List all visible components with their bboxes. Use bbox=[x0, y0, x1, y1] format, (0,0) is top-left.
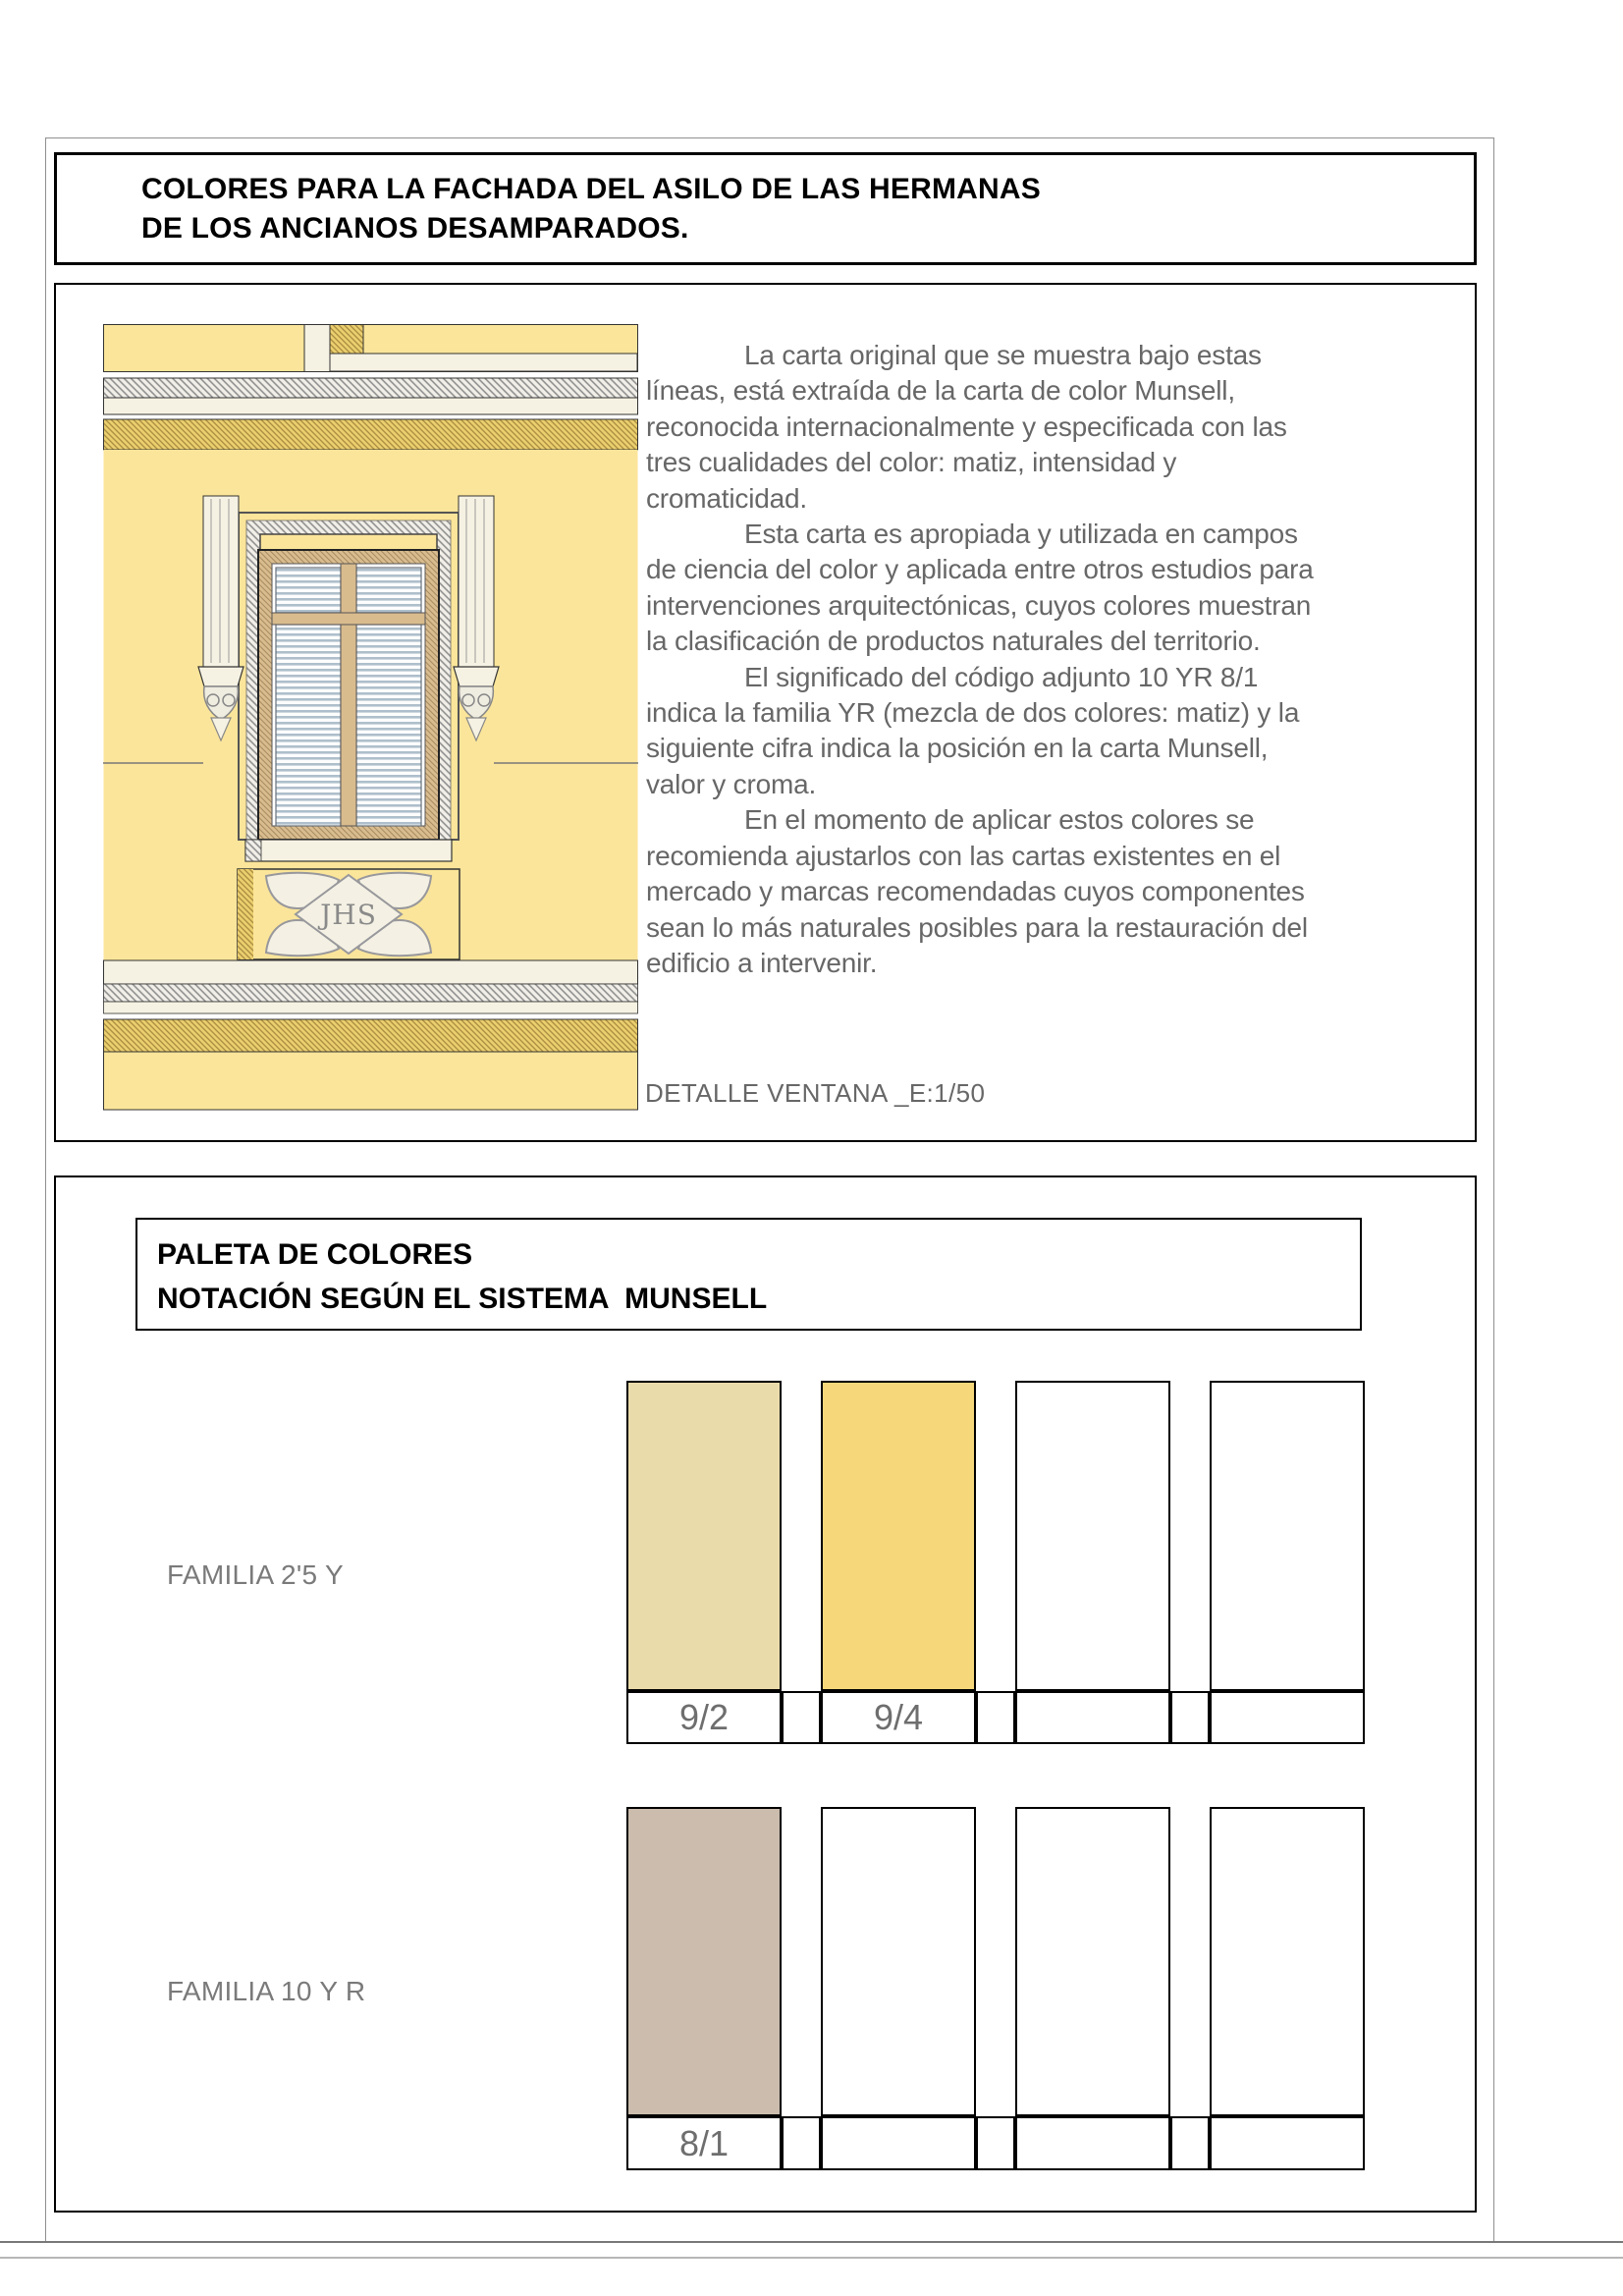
label-gap-cell bbox=[1170, 2116, 1210, 2170]
pilaster-right bbox=[459, 496, 494, 667]
swatch-label-empty bbox=[1210, 2116, 1365, 2170]
palette-header-line1: PALETA DE COLORES bbox=[157, 1238, 473, 1271]
blind-pane-bottom-right bbox=[356, 625, 421, 826]
label-gap-cell bbox=[976, 1691, 1015, 1744]
jhs-emblem-text: JHS bbox=[320, 899, 377, 931]
swatch-label-9-4: 9/4 bbox=[821, 1691, 976, 1744]
label-gap-cell bbox=[782, 1691, 821, 1744]
lower-cornice-bands bbox=[104, 960, 638, 1110]
label-gap-cell bbox=[1170, 1691, 1210, 1744]
swatch-empty-4 bbox=[1015, 1807, 1170, 2116]
swatch-empty-2 bbox=[1210, 1381, 1365, 1691]
swatch-empty-1 bbox=[1015, 1381, 1170, 1691]
attic-band bbox=[104, 325, 638, 372]
swatch-label-empty bbox=[821, 2116, 976, 2170]
palette-header-box bbox=[135, 1218, 1362, 1331]
swatch-label-empty bbox=[1015, 1691, 1170, 1744]
blind-pane-bottom-left bbox=[276, 625, 341, 826]
bottom-rule-light bbox=[0, 2257, 1623, 2259]
swatch-label-empty bbox=[1015, 2116, 1170, 2170]
swatch-empty-3 bbox=[821, 1807, 976, 2116]
swatch-label-9-2: 9/2 bbox=[626, 1691, 782, 1744]
frieze-ocher-band bbox=[104, 419, 638, 450]
drawing-caption: DETALLE VENTANA _E:1/50 bbox=[645, 1078, 986, 1108]
jhs-panel bbox=[238, 869, 460, 959]
bottom-rule-dark bbox=[0, 2241, 1623, 2243]
page-title-line1: COLORES PARA LA FACHADA DEL ASILO DE LAS HERMANAS bbox=[141, 173, 1041, 205]
page-title-line2: DE LOS ANCIANOS DESAMPARADOS. bbox=[141, 212, 689, 245]
swatch-9-2 bbox=[626, 1381, 782, 1691]
window-transom bbox=[272, 613, 425, 625]
cornice-hatch-band bbox=[104, 378, 638, 398]
swatch-8-1 bbox=[626, 1807, 782, 2116]
window-sill bbox=[245, 840, 452, 861]
label-gap-cell bbox=[782, 2116, 821, 2170]
blind-pane-top-left bbox=[276, 568, 341, 613]
pilaster-left bbox=[203, 496, 239, 667]
blind-pane-top-right bbox=[356, 568, 421, 613]
paragraph-3: El significado del código adjunto 10 YR 8/1 indica la familia YR (mezcla de dos colores: matiz) y la siguiente cifra indica la posición en la carta Munsell, valor y croma. bbox=[646, 661, 1300, 799]
munsell-description bbox=[646, 338, 1329, 981]
label-gap-cell bbox=[976, 2116, 1015, 2170]
swatch-9-4 bbox=[821, 1381, 976, 1691]
swatch-label-8-1: 8/1 bbox=[626, 2116, 782, 2170]
window-mullion bbox=[341, 564, 356, 826]
title-box bbox=[54, 152, 1477, 265]
family-label-10yr: FAMILIA 10 Y R bbox=[167, 1976, 366, 2006]
family-label-25y: FAMILIA 2'5 Y bbox=[167, 1559, 344, 1590]
paragraph-2: Esta carta es apropiada y utilizada en campos de ciencia del color y aplicada entre otros estudios para intervenciones arquitectónicas, cuyos colores muestran la clasificación de productos naturales del territorio. bbox=[646, 519, 1314, 657]
swatch-label-empty bbox=[1210, 1691, 1365, 1744]
cornice-cream-band bbox=[104, 398, 638, 414]
palette-header-line2: NOTACIÓN SEGÚN EL SISTEMA MUNSELL bbox=[157, 1283, 768, 1315]
paragraph-4: En el momento de aplicar estos colores se recomienda ajustarlos con las cartas existentes en el mercado y marcas recomendadas cuyos componentes sean lo más naturales posibles para la restauración del edificio a intervenir. bbox=[646, 804, 1308, 978]
swatch-empty-5 bbox=[1210, 1807, 1365, 2116]
window-detail-drawing bbox=[103, 324, 638, 1111]
window bbox=[258, 550, 439, 840]
paragraph-1: La carta original que se muestra bajo estas líneas, está extraída de la carta de color Munsell, reconocida internacionalmente y especificada con las tres cualidades del color: matiz, intensidad y cromaticidad. bbox=[646, 340, 1287, 514]
